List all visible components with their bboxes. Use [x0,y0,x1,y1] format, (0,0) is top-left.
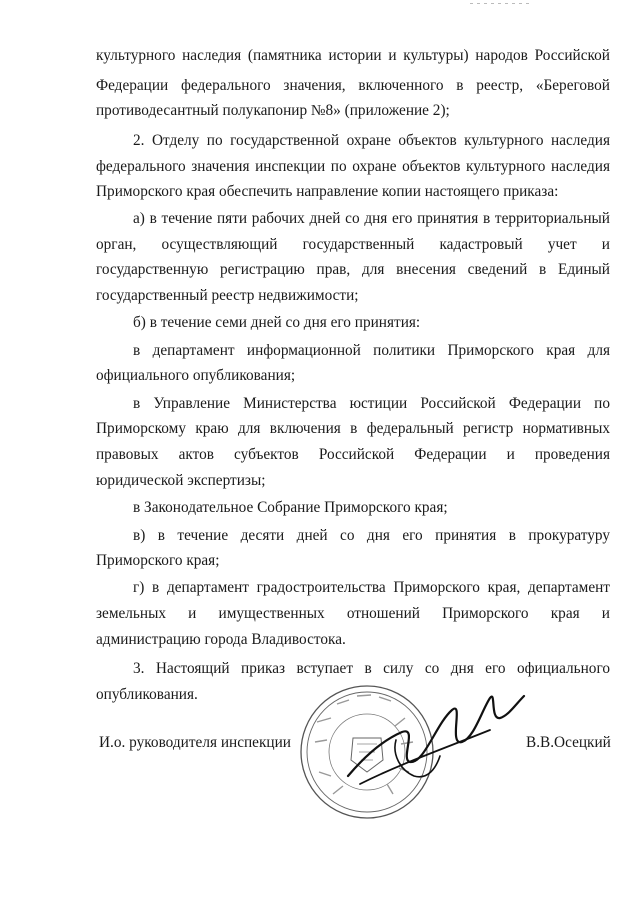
text-line: а) в течение пяти рабочих дней со дня его принятия в территориальный [133,210,610,227]
text-line: государственный реестр недвижимости; [96,287,359,304]
text-line: 2. Отделу по государственной охране объектов культурного наследия [133,132,610,149]
text-line: орган, осуществляющий государственный кадастровый учет и [96,236,610,253]
text-line: в) в течение десяти дней со дня его принятия в прокуратуру [133,527,610,544]
text-line: Приморского края; [96,552,220,569]
text-line: Приморскому краю для включения в федеральный регистр нормативных [96,420,610,437]
text-line: земельных и имущественных отношений Приморского края и [96,605,610,622]
text-line: официального опубликования; [96,367,296,384]
text-line: 3. Настоящий приказ вступает в силу со дня его официального [133,660,610,677]
text-line: в Управление Министерства юстиции Российской Федерации по [133,395,610,412]
text-line: федерального значения инспекции по охране объектов культурного наследия [96,158,610,175]
handwritten-signature-icon [340,680,530,800]
text-line: Приморского края обеспечить направление копии настоящего приказа: [96,183,559,200]
text-line: б) в течение семи дней со дня его принятия: [133,314,421,331]
scan-artifact-icon [470,2,530,5]
text-line: опубликования. [96,686,198,703]
text-line: государственную регистрацию прав, для внесения сведений в Единый [96,261,610,278]
text-line: в департамент информационной политики Приморского края для [133,342,610,359]
text-line: в Законодательное Собрание Приморского края; [133,499,448,516]
text-line: противодесантный полукапонир №8» (приложение 2); [96,102,450,119]
signatory-name: В.В.Осецкий [526,734,611,751]
text-line: правовых актов субъектов Российской Федерации и проведения [96,446,610,463]
text-line: Федерации федерального значения, включенного в реестр, «Береговой [96,77,610,94]
text-line: культурного наследия (памятника истории и культуры) народов Российской [96,47,610,64]
text-line: администрацию города Владивостока. [96,631,346,648]
text-line: юридической экспертизы; [96,472,266,489]
text-line: г) в департамент градостроительства Приморского края, департамент [133,579,610,596]
signatory-position: И.о. руководителя инспекции [99,734,291,751]
